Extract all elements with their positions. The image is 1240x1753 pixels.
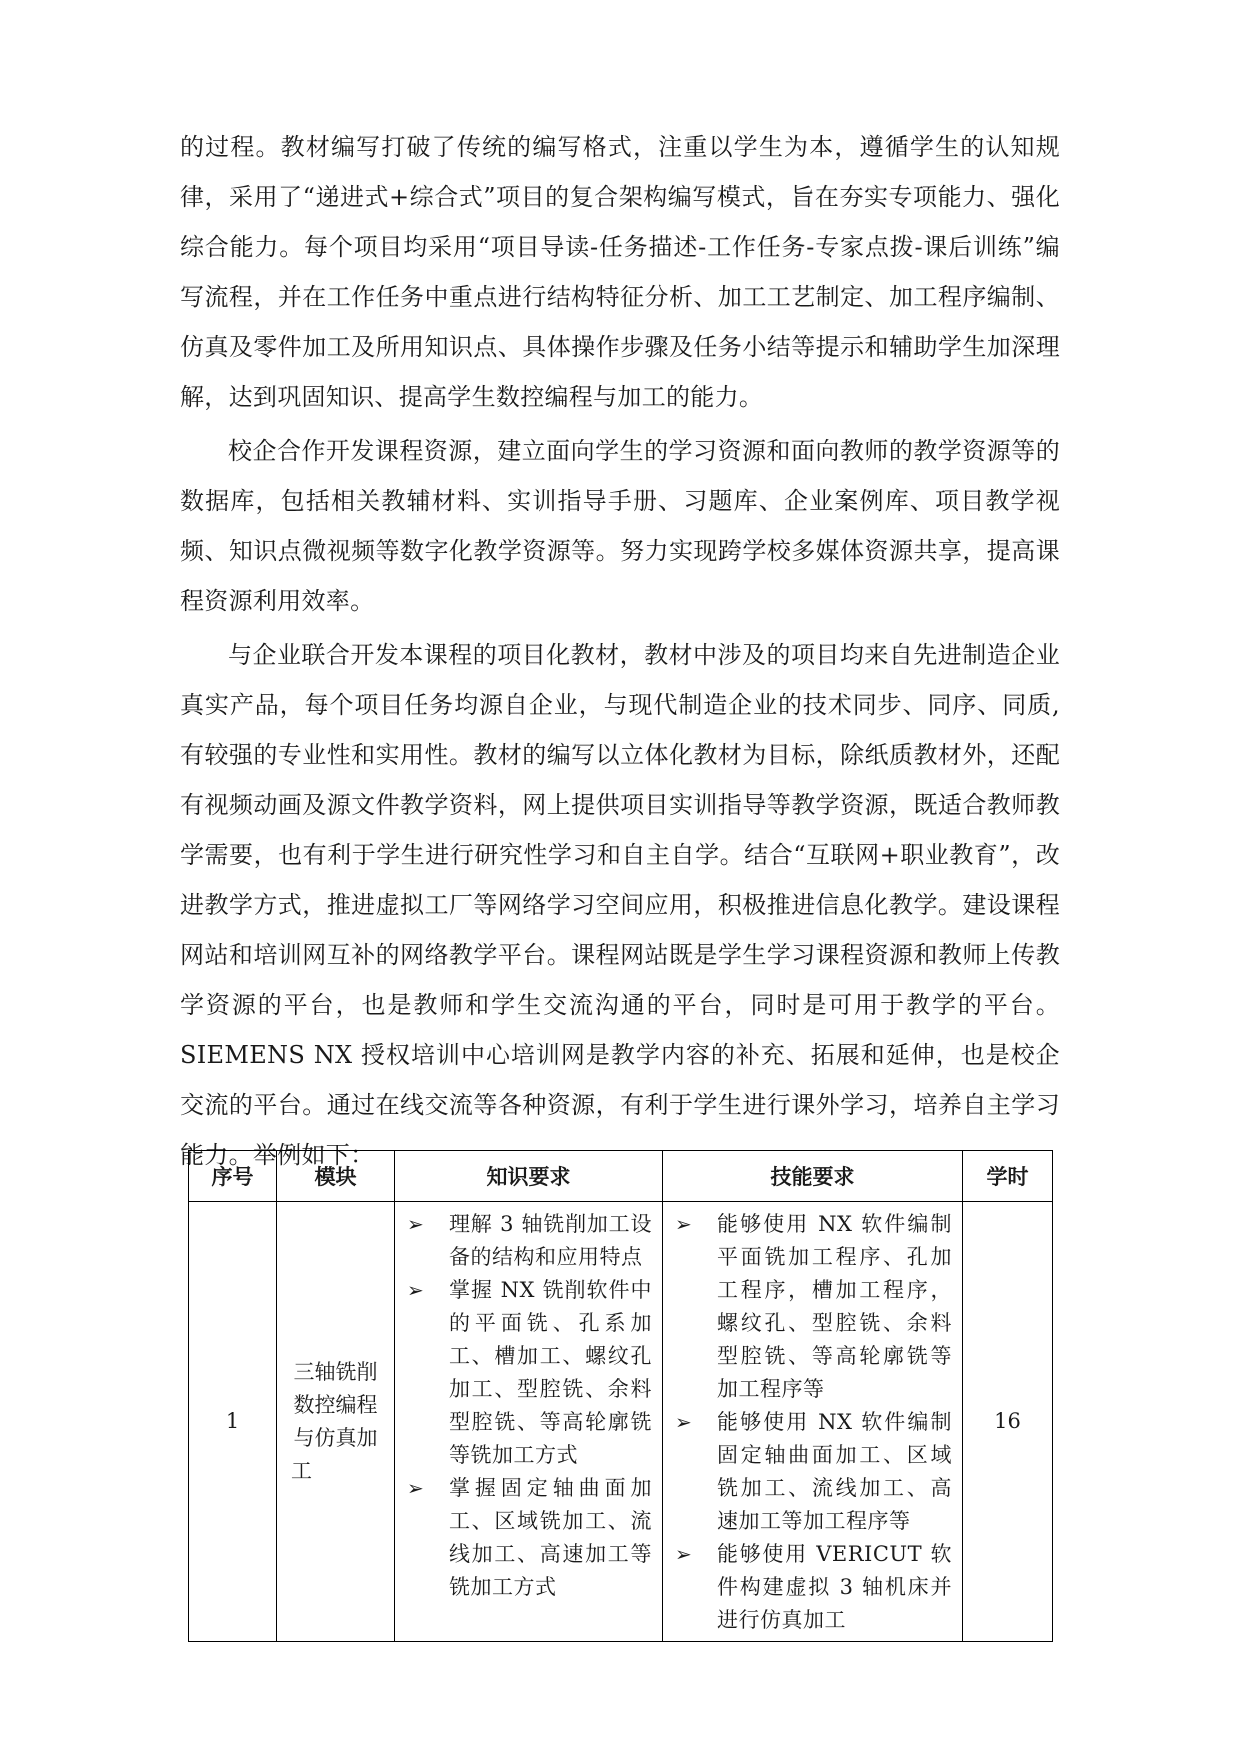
arrow-bullet-icon: ➢ bbox=[675, 1212, 692, 1236]
list-item: ➢ 能够使用 VERICUT 软件构建虚拟 3 轴机床并进行仿真加工 bbox=[675, 1538, 952, 1637]
paragraph-1: 的过程。教材编写打破了传统的编写格式，注重以学生为本，遵循学生的认知规律，采用了“递进式+综合式”项目的复合架构编写模式，旨在夯实专项能力、强化综合能力。每个项目均采用“项目导读-任务描述-工作任务-专家点拨-课后训练”编写流程，并在工作任务中重点进行结构特征分析、加工工艺制定、加工程序编制、仿真及零件加工及所用知识点、具体操作步骤及任务小结等提示和辅助学生加深理解，达到巩固知识、提高学生数控编程与加工的能力。 bbox=[180, 133, 1060, 411]
table-header-row bbox=[189, 1151, 1053, 1202]
cell-module: 三轴铣削数控编程与仿真加工 bbox=[277, 1202, 395, 1642]
list-item: ➢ 能够使用 NX 软件编制固定轴曲面加工、区域铣加工、流线加工、高速加工等加工程序等 bbox=[675, 1406, 952, 1538]
arrow-bullet-icon: ➢ bbox=[407, 1212, 424, 1236]
cell-skills bbox=[663, 1202, 963, 1642]
header-hours: 学时 bbox=[963, 1151, 1053, 1202]
list-item: ➢ 掌握固定轴曲面加工、区域铣加工、流线加工、高速加工等铣加工方式 bbox=[407, 1472, 652, 1604]
cell-knowledge bbox=[395, 1202, 663, 1642]
arrow-bullet-icon: ➢ bbox=[675, 1410, 692, 1434]
course-module-table bbox=[188, 1150, 1053, 1642]
arrow-bullet-icon: ➢ bbox=[407, 1476, 424, 1500]
body-text bbox=[180, 122, 1060, 1180]
cell-no: 1 bbox=[189, 1202, 277, 1642]
header-skills: 技能要求 bbox=[663, 1151, 963, 1202]
header-module: 模块 bbox=[277, 1151, 395, 1202]
list-item: ➢ 理解 3 轴铣削加工设备的结构和应用特点 bbox=[407, 1208, 652, 1274]
paragraph-3: 与企业联合开发本课程的项目化教材，教材中涉及的项目均来自先进制造企业真实产品，每个项目任务均源自企业，与现代制造企业的技术同步、同序、同质,有较强的专业性和实用性。教材的编写以立体化教材为目标，除纸质教材外，还配有视频动画及源文件教学资料，网上提供项目实训指导等教学资源，既适合教师教学需要，也有利于学生进行研究性学习和自主自学。结合“互联网+职业教育”，改进教学方式，推进虚拟工厂等网络学习空间应用，积极推进信息化教学。建设课程网站和培训网互补的网络教学平台。课程网站既是学生学习课程资源和教师上传教学资源的平台，也是教师和学生交流沟通的平台，同时是可用于教学的平台。SIEMENS NX 授权培训中心培训网是教学内容的补充、拓展和延伸，也是校企交流的平台。通过在线交流等各种资源，有利于学生进行课外学习，培养自主学习能力。举例如下： bbox=[180, 641, 1060, 1169]
arrow-bullet-icon: ➢ bbox=[675, 1542, 692, 1566]
arrow-bullet-icon: ➢ bbox=[407, 1278, 424, 1302]
list-item: ➢ 掌握 NX 铣削软件中的平面铣、孔系加工、槽加工、螺纹孔加工、型腔铣、余料型腔铣、等高轮廓铣等铣加工方式 bbox=[407, 1274, 652, 1472]
paragraph-2: 校企合作开发课程资源，建立面向学生的学习资源和面向教师的教学资源等的数据库，包括相关教辅材料、实训指导手册、习题库、企业案例库、项目教学视频、知识点微视频等数字化教学资源等。努力实现跨学校多媒体资源共享，提高课程资源利用效率。 bbox=[180, 437, 1060, 615]
header-knowledge: 知识要求 bbox=[395, 1151, 663, 1202]
header-no: 序号 bbox=[189, 1151, 277, 1202]
list-item: ➢ 能够使用 NX 软件编制平面铣加工程序、孔加工程序，槽加工程序，螺纹孔、型腔铣、余料型腔铣、等高轮廓铣等加工程序等 bbox=[675, 1208, 952, 1406]
cell-hours: 16 bbox=[963, 1202, 1053, 1642]
table-row bbox=[189, 1202, 1053, 1642]
